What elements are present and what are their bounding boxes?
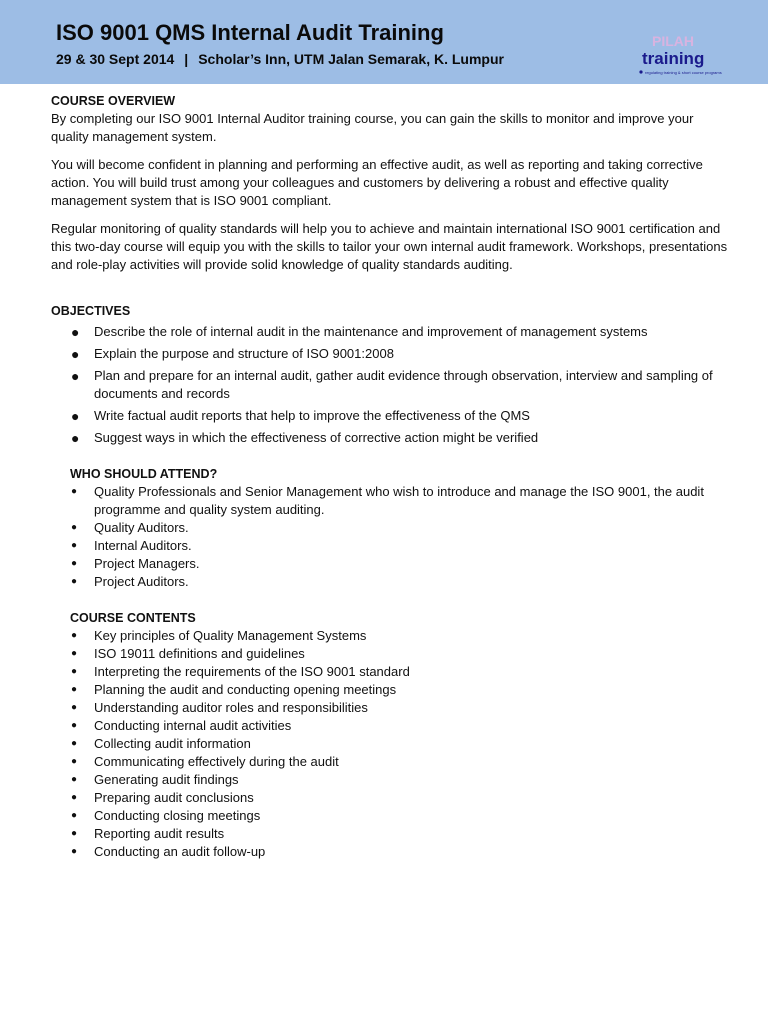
overview-paragraph: By completing our ISO 9001 Internal Auditor training course, you can gain the skills to monitor and improve your quality management system. — [51, 111, 694, 144]
bullet-icon: ● — [71, 846, 78, 857]
list-item-text: Quality Auditors. — [94, 520, 189, 535]
course-contents-section — [51, 609, 731, 861]
document-body — [51, 92, 731, 861]
objectives-list — [51, 323, 731, 447]
logo-dot-icon — [639, 70, 642, 73]
list-item-text: Conducting internal audit activities — [94, 718, 292, 733]
header-banner — [0, 0, 768, 84]
logo-word-main: training — [642, 49, 705, 68]
bullet-icon: ● — [71, 648, 78, 659]
list-item-text: Conducting closing meetings — [94, 808, 261, 823]
logo-tagline: regulating training & short course programs — [645, 70, 722, 75]
list-item — [51, 789, 731, 807]
bullet-icon: ● — [71, 522, 78, 533]
bullet-icon: ● — [71, 630, 78, 641]
bullet-icon: ● — [71, 810, 78, 821]
event-details — [56, 51, 504, 67]
logo-word-top: PILAH — [652, 33, 694, 49]
list-item — [51, 753, 731, 771]
list-item — [51, 735, 731, 753]
bullet-icon: ● — [71, 738, 78, 749]
list-item — [51, 681, 731, 699]
list-item — [51, 663, 731, 681]
overview-paragraph: You will become confident in planning and performing an effective audit, as well as reporting and taking corrective action. You will build trust among your colleagues and customers by delivering a robust and effective quality management system that is ISO 9001 compliant. — [51, 157, 703, 208]
bullet-icon: ● — [71, 408, 80, 424]
list-item — [51, 573, 731, 591]
list-item-text: Key principles of Quality Management Systems — [94, 628, 367, 643]
list-item-text: Project Auditors. — [94, 574, 189, 589]
bullet-icon: ● — [71, 756, 78, 767]
bullet-icon: ● — [71, 368, 80, 384]
logo-graphic — [638, 33, 746, 78]
objectives-section — [51, 302, 731, 447]
list-item — [51, 367, 731, 403]
bullet-icon: ● — [71, 540, 78, 551]
list-item — [51, 519, 731, 537]
bullet-icon: ● — [71, 324, 80, 340]
list-item — [51, 699, 731, 717]
list-item-text: Plan and prepare for an internal audit, gather audit evidence through observation, interview and sampling of documents and records — [94, 368, 713, 401]
list-item-text: Planning the audit and conducting opening meetings — [94, 682, 397, 697]
list-item — [51, 717, 731, 735]
list-item-text: Explain the purpose and structure of ISO 9001:2008 — [94, 346, 394, 361]
attendees-list — [51, 483, 731, 591]
page-title: ISO 9001 QMS Internal Audit Training — [56, 20, 444, 45]
list-item — [51, 645, 731, 663]
who-should-attend-section — [51, 465, 731, 591]
list-item — [51, 771, 731, 789]
list-item-text: Communicating effectively during the audit — [94, 754, 339, 769]
list-item — [51, 483, 731, 519]
bullet-icon: ● — [71, 576, 78, 587]
list-item-text: ISO 19011 definitions and guidelines — [94, 646, 305, 661]
bullet-icon: ● — [71, 684, 78, 695]
who-should-attend-heading: WHO SHOULD ATTEND? — [70, 467, 218, 481]
list-item-text: Reporting audit results — [94, 826, 225, 841]
list-item — [51, 345, 731, 363]
list-item — [51, 537, 731, 555]
list-item — [51, 825, 731, 843]
list-item — [51, 555, 731, 573]
event-venue: Scholar’s Inn, UTM Jalan Semarak, K. Lumpur — [198, 51, 504, 67]
list-item — [51, 627, 731, 645]
list-item — [51, 407, 731, 425]
list-item-text: Write factual audit reports that help to improve the effectiveness of the QMS — [94, 408, 530, 423]
event-date: 29 & 30 Sept 2014 — [56, 51, 175, 67]
overview-paragraph: Regular monitoring of quality standards will help you to achieve and maintain international ISO 9001 certification and this two-day course will equip you with the skills to tailor your own internal audit framework. Workshops, presentations and role-play activities will provide solid knowledge of quality standards auditing. — [51, 221, 728, 272]
bullet-icon: ● — [71, 702, 78, 713]
list-item-text: Project Managers. — [94, 556, 200, 571]
list-item-text: Describe the role of internal audit in the maintenance and improvement of management systems — [94, 324, 648, 339]
course-contents-list — [51, 627, 731, 861]
list-item-text: Interpreting the requirements of the ISO 9001 standard — [94, 664, 410, 679]
list-item-text: Collecting audit information — [94, 736, 251, 751]
bullet-icon: ● — [71, 558, 78, 569]
course-overview-heading: COURSE OVERVIEW — [51, 94, 176, 108]
course-contents-heading: COURSE CONTENTS — [70, 611, 196, 625]
list-item-text: Preparing audit conclusions — [94, 790, 254, 805]
list-item-text: Suggest ways in which the effectiveness of corrective action might be verified — [94, 430, 539, 445]
list-item — [51, 843, 731, 861]
course-overview-section — [51, 92, 731, 274]
bullet-icon: ● — [71, 666, 78, 677]
list-item-text: Understanding auditor roles and responsibilities — [94, 700, 368, 715]
bullet-icon: ● — [71, 486, 78, 497]
list-item-text: Conducting an audit follow-up — [94, 844, 266, 859]
bullet-icon: ● — [71, 774, 78, 785]
separator: | — [184, 51, 189, 67]
bullet-icon: ● — [71, 720, 78, 731]
bullet-icon: ● — [71, 792, 78, 803]
list-item-text: Generating audit findings — [94, 772, 239, 787]
bullet-icon: ● — [71, 346, 80, 362]
pilah-training-logo — [638, 33, 746, 78]
list-item — [51, 323, 731, 341]
list-item — [51, 807, 731, 825]
bullet-icon: ● — [71, 430, 80, 446]
list-item-text: Internal Auditors. — [94, 538, 192, 553]
bullet-icon: ● — [71, 828, 78, 839]
objectives-heading: OBJECTIVES — [51, 304, 131, 318]
list-item-text: Quality Professionals and Senior Management who wish to introduce and manage the ISO 9001, the audit programme and quality system auditing. — [94, 484, 704, 517]
list-item — [51, 429, 731, 447]
